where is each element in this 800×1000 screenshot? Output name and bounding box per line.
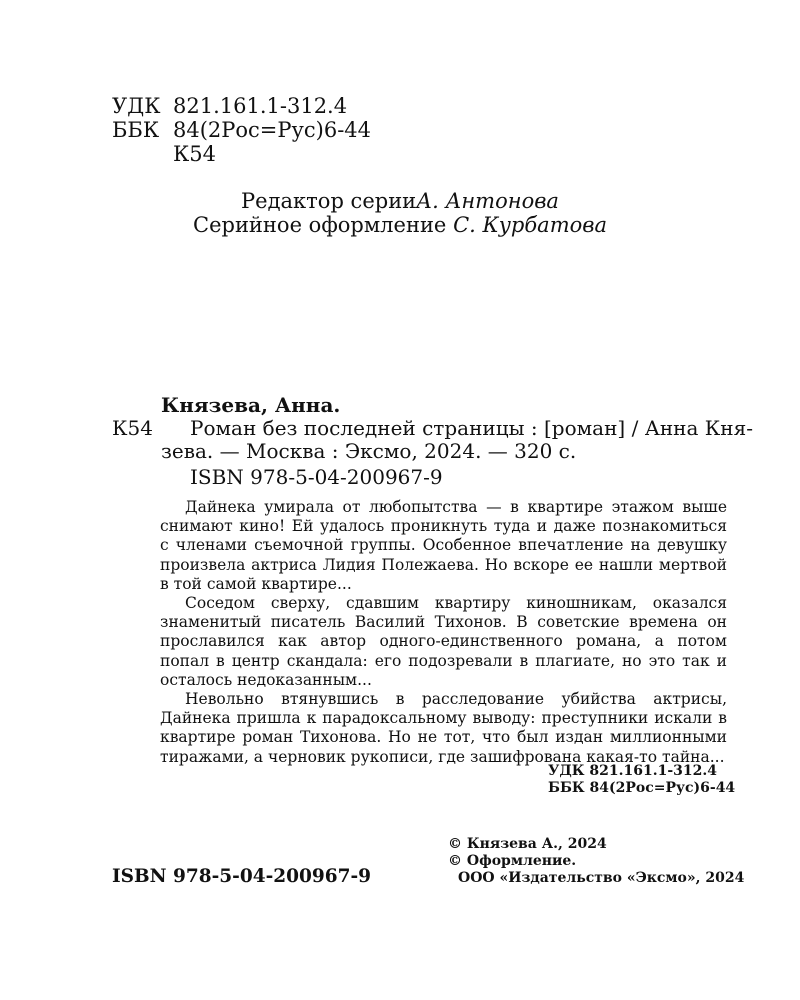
record-author-mark: К54 [112, 416, 153, 440]
design-name: С. Курбатова [453, 213, 607, 237]
design-line [0, 213, 800, 237]
bbk-row [112, 118, 412, 142]
record-isbn: ISBN 978-5-04-200967-9 [190, 465, 443, 489]
author-mark: К54 [173, 142, 216, 166]
copyright-line-1: © Князева А., 2024 [448, 836, 607, 852]
index-udk: УДК 821.161.1-312.4 [548, 763, 718, 779]
copyright-line-3: ООО «Издательство «Эксмо», 2024 [458, 870, 745, 886]
index-bbk: ББК 84(2Рос=Рус)6-44 [548, 780, 736, 796]
annotation-paragraph-1: Дайнека умирала от любопытства — в квартире этажом выше снимают кино! Ей удалось проникнуть туда и даже познакомиться с членами съемочной группы. Особенное впечатление на девушку произвела актриса Лидия Полежаева. Но вскоре ее нашли мертвой в той самой квартире... [160, 498, 727, 593]
copyright-line-2: © Оформление. [448, 853, 577, 869]
bbk-label: ББК [112, 118, 160, 142]
record-author: Князева, Анна. [161, 393, 341, 417]
footer-isbn: ISBN 978-5-04-200967-9 [112, 866, 372, 887]
record-title-line2: зева. — Москва : Эксмо, 2024. — 320 с. [161, 439, 577, 463]
udk-value: 821.161.1-312.4 [173, 94, 348, 118]
author-mark-row [112, 142, 412, 166]
udk-row [112, 94, 412, 118]
bbk-value: 84(2Рос=Рус)6-44 [173, 118, 372, 142]
annotation [160, 498, 727, 767]
annotation-paragraph-3: Невольно втянувшись в расследование убийства актрисы, Дайнека пришла к парадоксальному выводу: преступники искали в квартире роман Тихонова. Но не тот, что был издан миллионными тиражами, а черновик рукописи, где зашифрована какая-то тайна... [160, 690, 727, 766]
annotation-paragraph-2: Соседом сверху, сдавшим квартиру киношникам, оказался знаменитый писатель Василий Тихонов. В советские времена он прославился как автор одного-единственного романа, а потом попал в центр скандала: его подозревали в плагиате, но это так и осталось недоказанным... [160, 594, 727, 689]
design-label: Серийное оформление [193, 213, 447, 237]
series-editor-name: А. Антонова [416, 189, 559, 213]
series-editor-line [0, 189, 800, 213]
record-title-line1: Роман без последней страницы : [роман] / Анна Кня- [190, 416, 753, 440]
classification-block [112, 90, 412, 170]
series-editor-label: Редактор серии [241, 189, 417, 213]
udk-label: УДК [112, 94, 161, 118]
